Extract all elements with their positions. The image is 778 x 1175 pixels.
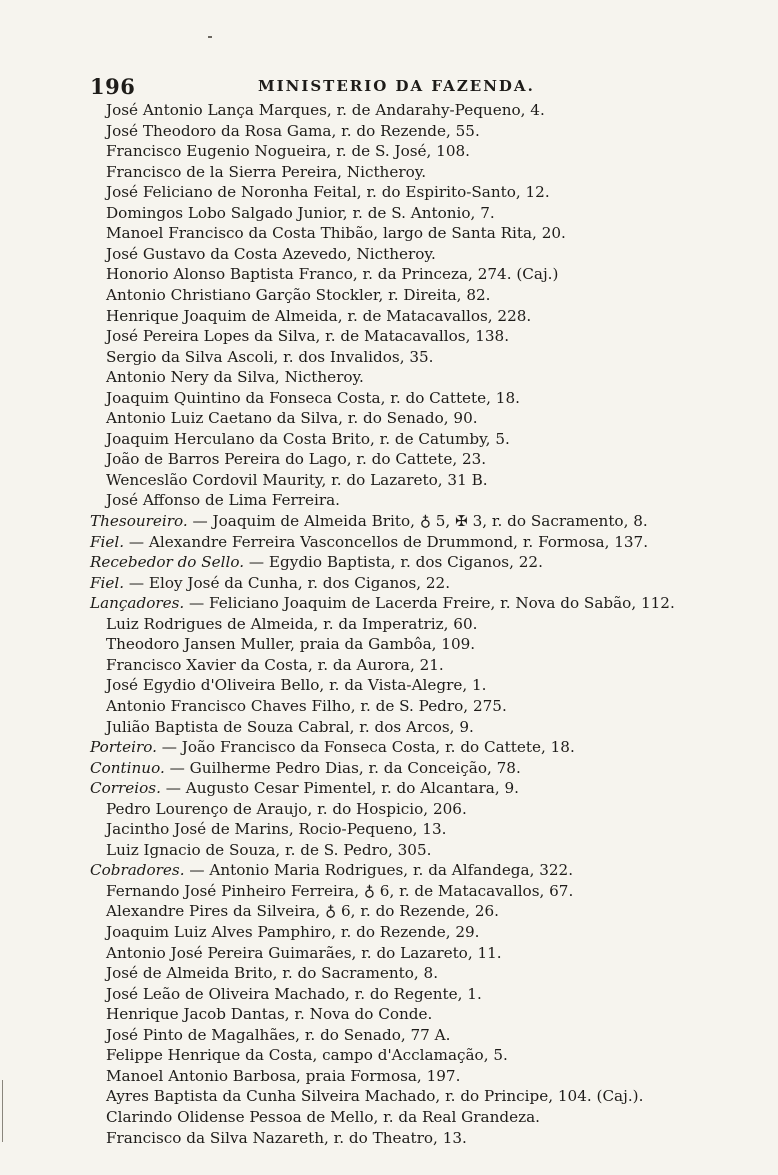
section-entry-line — [90, 737, 575, 757]
entry-line — [106, 799, 467, 819]
entry-line — [106, 819, 446, 839]
section-entry-line — [90, 552, 543, 572]
entry-line — [106, 470, 488, 490]
entry-line — [106, 203, 495, 223]
entry-text: Francisco de la Sierra Pereira, Nictheroy. — [106, 162, 427, 181]
entry-line — [106, 717, 474, 737]
entry-text: Francisco Eugenio Nogueira, r. de S. José, 108. — [106, 142, 470, 161]
entry-text: — Joaquim de Almeida Brito, ♁ 5, ✠ 3, r. do Sacramento, 8. — [187, 512, 648, 530]
page-header — [90, 74, 700, 100]
entry-text: Fernando José Pinheiro Ferreira, ♁ 6, r. de Matacavallos, 67. — [106, 881, 574, 900]
entry-text: Antonio Francisco Chaves Filho, r. de S. Pedro, 275. — [106, 696, 507, 715]
entry-line — [106, 490, 340, 510]
entry-line — [106, 141, 470, 161]
entry-line — [106, 696, 507, 716]
entry-text: — Feliciano Joaquim de Lacerda Freire, r. Nova do Sabão, 112. — [184, 594, 675, 613]
entry-line — [106, 984, 482, 1004]
entry-line — [106, 840, 431, 860]
entry-line — [106, 1045, 508, 1065]
entry-text: José Pereira Lopes da Silva, r. de Matacavallos, 138. — [106, 327, 510, 346]
entry-text: Henrique Jacob Dantas, r. Nova do Conde. — [106, 1005, 433, 1024]
entry-text: Clarindo Olidense Pessoa de Mello, r. da Real Grandeza. — [106, 1107, 540, 1126]
entry-text: Francisco Xavier da Costa, r. da Aurora, 21. — [106, 655, 444, 674]
section-entry-line — [90, 573, 450, 593]
section-entry-line — [90, 860, 573, 880]
entry-text: Antonio José Pereira Guimarães, r. do Lazareto, 11. — [106, 943, 502, 962]
section-label: Lançadores. — [90, 594, 185, 613]
section-label: Fiel. — [90, 532, 125, 551]
entry-line — [106, 429, 510, 449]
entry-line — [106, 100, 545, 120]
section-entry-line — [90, 511, 648, 531]
entry-line — [106, 1004, 432, 1024]
entry-text: José Theodoro da Rosa Gama, r. do Rezende, 55. — [106, 121, 480, 140]
entry-text: — Augusto Cesar Pimentel, r. do Alcantara, 9. — [160, 779, 519, 798]
entry-text: Theodoro Jansen Muller, praia da Gambôa, 109. — [106, 635, 476, 654]
entry-line — [106, 367, 364, 387]
page-number: 196 — [90, 74, 136, 99]
entry-text: José Egydio d'Oliveira Bello, r. da Vista-Alegre, 1. — [106, 676, 487, 695]
entry-text: — Eloy José da Cunha, r. dos Ciganos, 22. — [124, 573, 451, 592]
entry-line — [106, 922, 480, 942]
entry-line — [106, 388, 520, 408]
entry-line — [106, 675, 487, 695]
entry-line — [106, 162, 426, 182]
entry-line — [106, 449, 486, 469]
entry-text: Joaquim Quintino da Fonseca Costa, r. do Cattete, 18. — [106, 388, 520, 407]
entry-text: Luiz Ignacio de Souza, r. de S. Pedro, 305. — [106, 840, 432, 859]
section-label: Fiel. — [90, 573, 125, 592]
section-label: Cobradores. — [90, 861, 185, 880]
entry-text: Joaquim Herculano da Costa Brito, r. de Catumby, 5. — [106, 429, 510, 448]
entry-line — [106, 1066, 460, 1086]
entry-text: Domingos Lobo Salgado Junior, r. de S. Antonio, 7. — [106, 203, 495, 222]
section-label: Correios. — [90, 779, 161, 798]
entry-text: Felippe Henrique da Costa, campo d'Acclamação, 5. — [106, 1046, 508, 1065]
entry-line — [106, 943, 502, 963]
entry-line — [106, 182, 550, 202]
entry-line — [106, 121, 480, 141]
entry-line — [106, 1128, 467, 1148]
entry-text: — Guilherme Pedro Dias, r. da Conceição, 78. — [164, 758, 521, 777]
entry-text: José Affonso de Lima Ferreira. — [106, 491, 340, 510]
section-label: Thesoureiro. — [90, 512, 188, 530]
entry-text: Francisco da Silva Nazareth, r. do Theatro, 13. — [106, 1128, 467, 1147]
section-entry-line — [90, 758, 521, 778]
entry-text: Luiz Rodrigues de Almeida, r. da Imperatriz, 60. — [106, 614, 478, 633]
entry-line — [106, 408, 478, 428]
entry-line — [106, 963, 438, 983]
entry-line — [106, 326, 509, 346]
entry-text: Manoel Antonio Barbosa, praia Formosa, 197. — [106, 1066, 461, 1085]
entry-line — [106, 1107, 540, 1127]
entry-text: Alexandre Pires da Silveira, ♁ 6, r. do Rezende, 26. — [106, 902, 499, 921]
entry-text: Manoel Francisco da Costa Thibão, largo de Santa Rita, 20. — [106, 224, 566, 243]
entry-line — [106, 285, 490, 305]
entry-line — [106, 614, 477, 634]
entry-text: Honorio Alonso Baptista Franco, r. da Princeza, 274. (Caj.) — [106, 265, 559, 284]
entry-line — [106, 881, 573, 901]
entry-text: José Gustavo da Costa Azevedo, Nictheroy. — [106, 244, 436, 263]
entry-text: — Egydio Baptista, r. dos Ciganos, 22. — [244, 553, 543, 572]
entry-text: Julião Baptista de Souza Cabral, r. dos Arcos, 9. — [106, 717, 474, 736]
section-label: Porteiro. — [90, 738, 157, 757]
entry-text: José de Almeida Brito, r. do Sacramento, 8. — [106, 964, 439, 983]
entry-text: Antonio Luiz Caetano da Silva, r. do Senado, 90. — [106, 409, 478, 428]
entry-line — [106, 655, 444, 675]
entry-text: — João Francisco da Fonseca Costa, r. do Cattete, 18. — [156, 738, 575, 757]
entry-text: José Leão de Oliveira Machado, r. do Regente, 1. — [106, 984, 482, 1003]
entry-line — [106, 306, 531, 326]
entry-text: Sergio da Silva Ascoli, r. dos Invalidos, 35. — [106, 347, 434, 366]
section-entry-line — [90, 778, 519, 798]
entry-text: José Feliciano de Noronha Feital, r. do Espirito-Santo, 12. — [106, 183, 550, 202]
entry-line — [106, 634, 475, 654]
entry-text: José Pinto de Magalhães, r. do Senado, 77 A. — [106, 1025, 451, 1044]
entry-text: — Antonio Maria Rodrigues, r. da Alfandega, 322. — [184, 861, 574, 880]
entry-line — [106, 244, 436, 264]
section-label: Continuo. — [90, 758, 165, 777]
entry-line — [106, 901, 499, 921]
entry-line — [106, 1025, 450, 1045]
running-head: MINISTERIO DA FAZENDA. — [258, 77, 535, 95]
entry-text: Wenceslão Cordovil Maurity, r. do Lazareto, 31 B. — [106, 470, 488, 489]
entry-text: Jacintho José de Marins, Rocio-Pequeno, 13. — [106, 820, 447, 839]
entry-line — [106, 347, 434, 367]
entry-text: José Antonio Lança Marques, r. de Andarahy-Pequeno, 4. — [106, 101, 545, 119]
section-entry-line — [90, 593, 675, 613]
page-speck — [208, 36, 212, 38]
section-label: Recebedor do Sello. — [90, 553, 245, 572]
entry-line — [106, 1086, 643, 1106]
margin-mark — [2, 1080, 9, 1142]
entry-text: — Alexandre Ferreira Vasconcellos de Drummond, r. Formosa, 137. — [124, 532, 649, 551]
entry-text: Antonio Christiano Garção Stockler, r. Direita, 82. — [106, 285, 491, 304]
entry-text: Joaquim Luiz Alves Pamphiro, r. do Rezende, 29. — [106, 923, 480, 941]
entry-line — [106, 264, 558, 284]
entry-text: Henrique Joaquim de Almeida, r. de Matacavallos, 228. — [106, 306, 532, 325]
entry-text: Pedro Lourenço de Araujo, r. do Hospicio, 206. — [106, 799, 467, 818]
section-entry-line — [90, 532, 648, 552]
entry-text: João de Barros Pereira do Lago, r. do Cattete, 23. — [106, 450, 487, 469]
entry-text: Ayres Baptista da Cunha Silveira Machado, r. do Principe, 104. (Caj.). — [106, 1087, 644, 1106]
entry-text: Antonio Nery da Silva, Nictheroy. — [106, 368, 364, 387]
entry-line — [106, 223, 566, 243]
